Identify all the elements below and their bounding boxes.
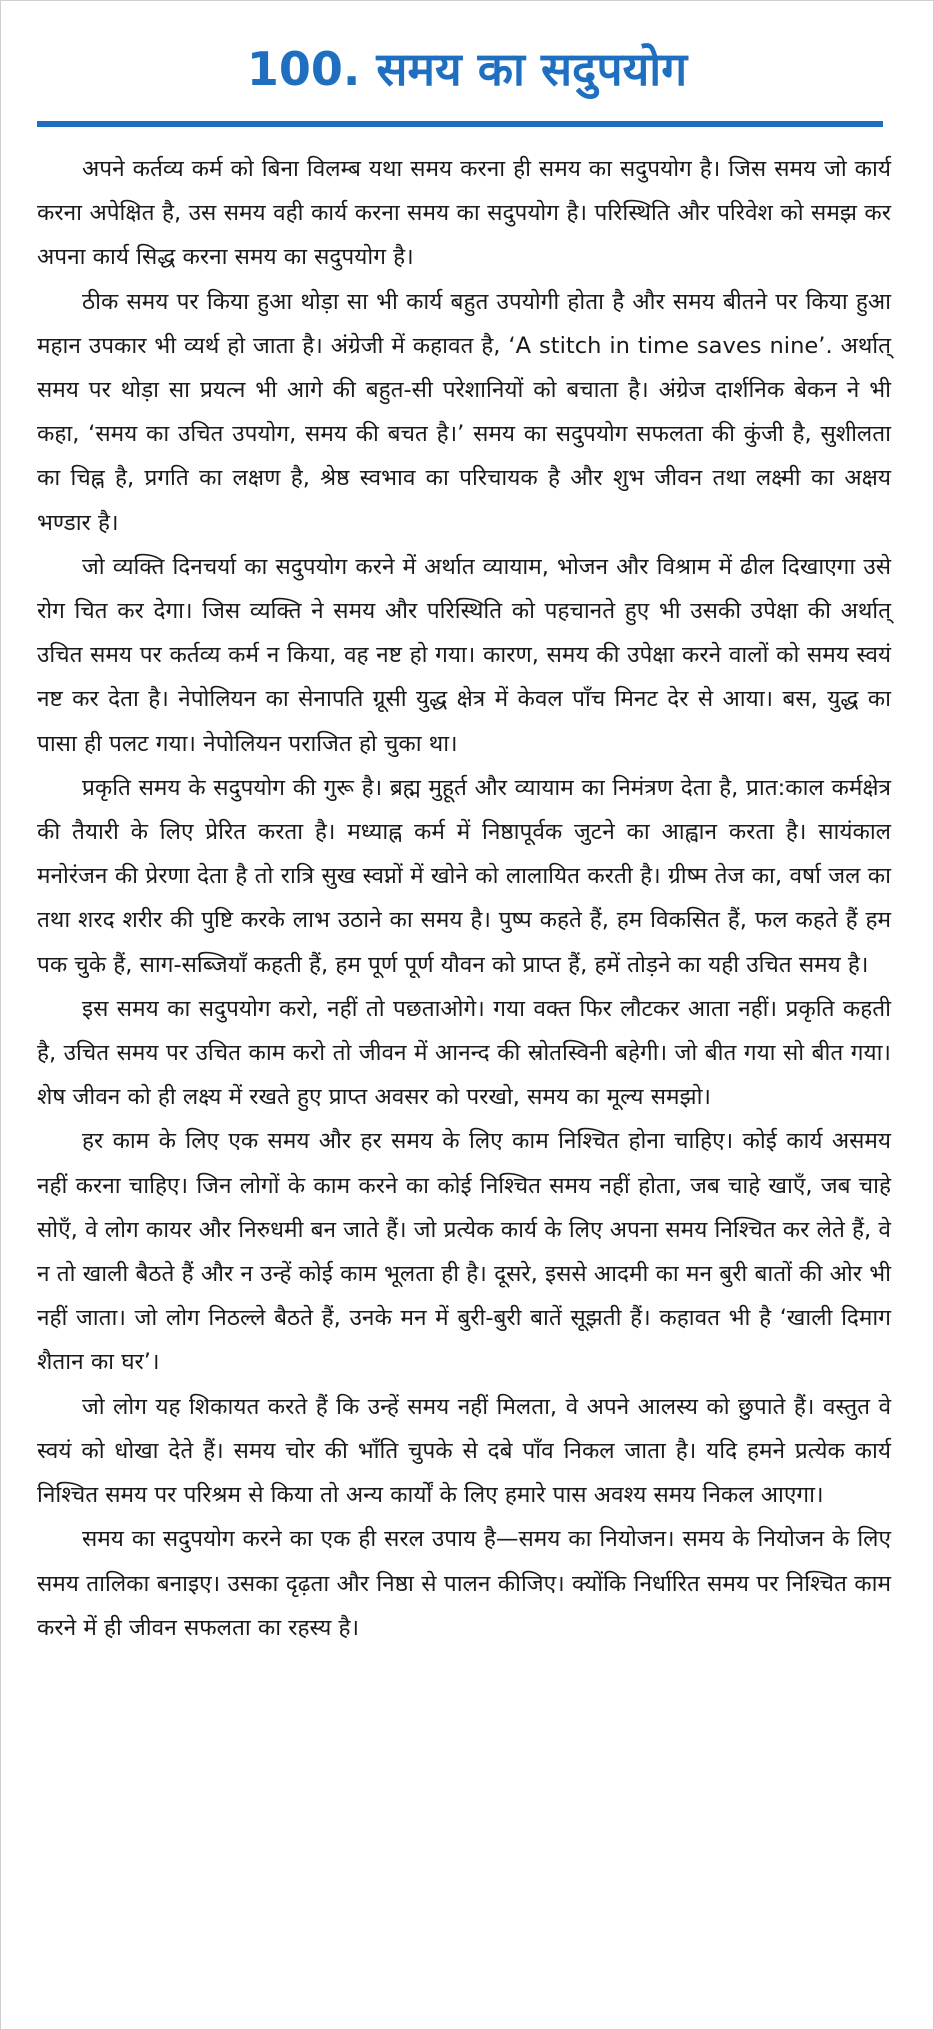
paragraph-7: जो लोग यह शिकायत करते हैं कि उन्हें समय नहीं मिलता, वे अपने आलस्य को छुपाते हैं। वस्तुत वे स्वयं को धोखा देते हैं। समय चोर की भाँति चुपके से दबे पाँव निकल जाता है। यदि हमने प्रत्येक कार्य निश्चित समय पर परिश्रम से किया तो अन्य कार्यों के लिए हमारे पास अवश्य समय निकल आएगा। bbox=[37, 1393, 891, 1509]
paragraph-6: हर काम के लिए एक समय और हर समय के लिए काम निश्चित होना चाहिए। कोई कार्य असमय नहीं करना चाहिए। जिन लोगों के काम करने का कोई निश्चित समय नहीं होता, जब चाहे खाएँ, जब चाहे सोएँ, वे लोग कायर और निरुधमी बन जाते हैं। जो प्रत्येक कार्य के लिए अपना समय निश्चित कर लेते हैं, वे न तो खाली बैठते हैं और न उन्हें कोई काम भूलता ही है। दूसरे, इससे आदमी का मन बुरी बातों की ओर भी नहीं जाता। जो लोग निठल्ले बैठते हैं, उनके मन में बुरी-बुरी बातें सूझती हैं। कहावत भी है ‘खाली दिमाग शैतान का घर’। bbox=[37, 1128, 891, 1376]
paragraph-3: जो व्यक्ति दिनचर्या का सदुपयोग करने में अर्थात व्यायाम, भोजन और विश्राम में ढील दिखाएगा उसे रोग चित कर देगा। जिस व्यक्ति ने समय और परिस्थिति को पहचानते हुए भी उसकी उपेक्षा की अर्थात् उचित समय पर कर्तव्य कर्म न किया, वह नष्ट हो गया। कारण, समय की उपेक्षा करने वालों को समय स्वयं नष्ट कर देता है। नेपोलियन का सेनापति ग्रूसी युद्ध क्षेत्र में केवल पाँच मिनट देर से आया। बस, युद्ध का पासा ही पलट गया। नेपोलियन पराजित हो चुका था। bbox=[37, 553, 891, 757]
paragraph-8: समय का सदुपयोग करने का एक ही सरल उपाय है—समय का नियोजन। समय के नियोजन के लिए समय तालिका बनाइए। उसका दृढ़ता और निष्ठा से पालन कीजिए। क्योंकि निर्धारित समय पर निश्चित काम करने में ही जीवन सफलता का रहस्य है। bbox=[37, 1526, 891, 1641]
paragraph-5: इस समय का सदुपयोग करो, नहीं तो पछताओगे। गया वक्त फिर लौटकर आता नहीं। प्रकृति कहती है, उचित समय पर उचित काम करो तो जीवन में आनन्द की स्रोतस्विनी बहेगी। जो बीत गया सो बीत गया। शेष जीवन को ही लक्ष्य में रखते हुए प्राप्त अवसर को परखो, समय का मूल्य समझो। bbox=[37, 995, 891, 1111]
paragraph-1: अपने कर्तव्य कर्म को बिना विलम्ब यथा समय करना ही समय का सदुपयोग है। जिस समय जो कार्य करना अपेक्षित है, उस समय वही कार्य करना समय का सदुपयोग है। परिस्थिति और परिवेश को समझ कर अपना कार्य सिद्ध करना समय का सदुपयोग है। bbox=[37, 156, 891, 271]
paragraph-4: प्रकृति समय के सदुपयोग की गुरू है। ब्रह्म मुहूर्त और व्यायाम का निमंत्रण देता है, प्रात:काल कर्मक्षेत्र की तैयारी के लिए प्रेरित करता है। मध्याह्न कर्म में निष्ठापूर्वक जुटने का आह्वान करता है। सायंकाल मनोरंजन की प्रेरणा देता है तो रात्रि सुख स्वप्नों में खोने को लालायित करती है। ग्रीष्म तेज का, वर्षा जल का तथा शरद शरीर की पुष्टि करके लाभ उठाने का समय है। पुष्प कहते हैं, हम विकसित हैं, फल कहते हैं हम पक चुके हैं, साग-सब्जियाँ कहती हैं, हम पूर्ण पूर्ण यौवन को प्राप्त हैं, हमें तोड़ने का यही उचित समय है। bbox=[37, 774, 891, 978]
page-title: 100. समय का सदुपयोग bbox=[246, 42, 688, 96]
essay-body bbox=[37, 147, 891, 1650]
title-underline bbox=[37, 121, 883, 127]
paragraph-2: ठीक समय पर किया हुआ थोड़ा सा भी कार्य बहुत उपयोगी होता है और समय बीतने पर किया हुआ महान उपकार भी व्यर्थ हो जाता है। अंग्रेजी में कहावत है, ‘A stitch in time saves nine’. अर्थात् समय पर थोड़ा सा प्रयत्न भी आगे की बहुत-सी परेशानियों को बचाता है। अंग्रेज दार्शनिक बेकन ने भी कहा, ‘समय का उचित उपयोग, समय की बचत है।’ समय का सदुपयोग सफलता की कुंजी है, सुशीलता का चिह्न है, प्रगति का लक्षण है, श्रेष्ठ स्वभाव का परिचायक है और शुभ जीवन तथा लक्ष्मी का अक्षय भण्डार है। bbox=[37, 288, 891, 536]
